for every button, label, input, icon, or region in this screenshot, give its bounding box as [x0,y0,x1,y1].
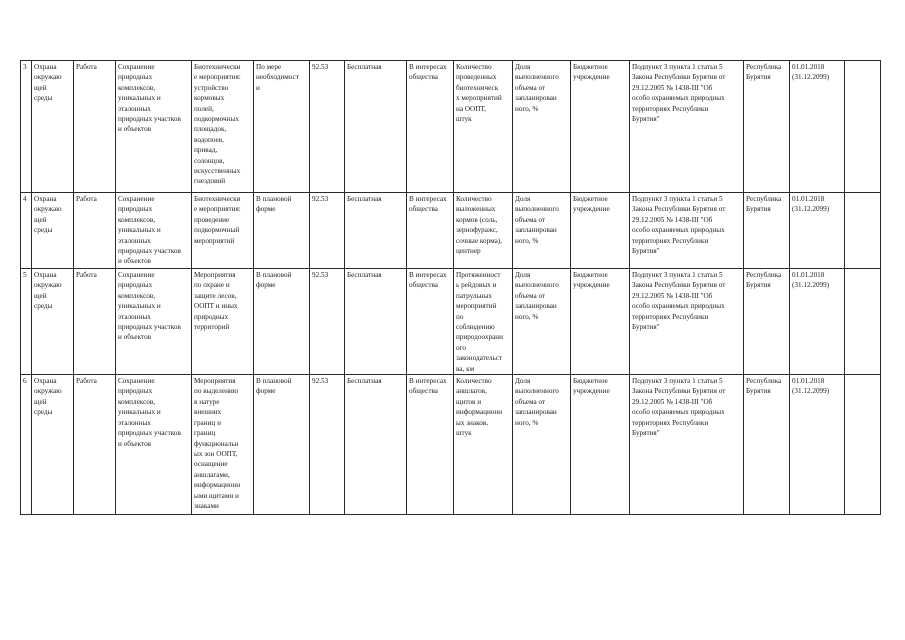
section-cell: Охрана окружаю щей среды [32,375,74,515]
table-row [21,61,881,193]
row-number: 4 [21,193,32,269]
consumers-cell: В интересах общества [407,269,454,375]
row-number: 5 [21,269,32,375]
dates-cell: 01.01.2018 (31.12.2099) [790,193,845,269]
region-cell: Республика Бурятия [744,375,790,515]
content-cell: Мероприятия по выделению в натуре внешних границ и границ функциональн ых зон ООПТ, оснащение аншлагами, информационн ыми щитами и знаками [192,375,254,515]
legal-basis-cell: Подпункт 3 пункта 1 статьи 5 Закона Республики Бурятия от 29.12.2005 № 1438-III "Об особо охраняемых природных территориях Республики Бурятия" [630,375,744,515]
extra-cell [845,375,881,515]
registry-table [20,60,881,515]
institution-cell: Бюджетное учреждение [571,193,630,269]
type-cell: Работа [74,269,116,375]
content-cell: Мероприятия по охране и защите лесов, ООПТ и иных природных территорий [192,269,254,375]
dates-cell: 01.01.2018 (31.12.2099) [790,61,845,193]
volume-indicator-cell: Количество аншлагов, щитов и информационн ых знаков, штук [454,375,513,515]
condition-cell: В плановой форме [254,375,310,515]
type-cell: Работа [74,193,116,269]
table-row [21,193,881,269]
institution-cell: Бюджетное учреждение [571,269,630,375]
legal-basis-cell: Подпункт 3 пункта 1 статьи 5 Закона Республики Бурятия от 29.12.2005 № 1438-III "Об особо охраняемых природных территориях Республики Бурятия" [630,61,744,193]
extra-cell [845,269,881,375]
name-cell: Сохранение природных комплексов, уникальных и эталонных природных участков и объектов [116,61,192,193]
content-cell: Биотехнически е мероприятия: устройство кормовых полей, подкормочных площадок, водопоев, привад, солонцов, искусственных гнездовий [192,61,254,193]
okved-cell: 92.53 [310,375,345,515]
quality-indicator-cell: Доля выполненного объема от запланирован ного, % [513,61,571,193]
row-number: 6 [21,375,32,515]
type-cell: Работа [74,375,116,515]
institution-cell: Бюджетное учреждение [571,61,630,193]
region-cell: Республика Бурятия [744,193,790,269]
consumers-cell: В интересах общества [407,193,454,269]
region-cell: Республика Бурятия [744,61,790,193]
payment-cell: Бесплатная [345,269,407,375]
okved-cell: 92.53 [310,269,345,375]
volume-indicator-cell: Количество проведенных биотехническ х мероприятий на ООПТ, штук [454,61,513,193]
legal-basis-cell: Подпункт 3 пункта 1 статьи 5 Закона Республики Бурятия от 29.12.2005 № 1438-III "Об особо охраняемых природных территориях Республики Бурятия" [630,193,744,269]
institution-cell: Бюджетное учреждение [571,375,630,515]
okved-cell: 92.53 [310,193,345,269]
dates-cell: 01.01.2018 (31.12.2099) [790,375,845,515]
quality-indicator-cell: Доля выполненного объема от запланирован ного, % [513,269,571,375]
consumers-cell: В интересах общества [407,61,454,193]
content-cell: Биотехнически е мероприятия: проведение подкормочный мероприятий [192,193,254,269]
region-cell: Республика Бурятия [744,269,790,375]
quality-indicator-cell: Доля выполненного объема от запланирован ного, % [513,375,571,515]
extra-cell [845,193,881,269]
name-cell: Сохранение природных комплексов, уникальных и эталонных природных участков и объектов [116,269,192,375]
volume-indicator-cell: Протяженност ь рейдовых и патрульных мероприятий по соблюдению природоохрани ого законодательст ва, км [454,269,513,375]
row-number: 3 [21,61,32,193]
condition-cell: В плановой форме [254,193,310,269]
quality-indicator-cell: Доля выполненного объема от запланирован ного, % [513,193,571,269]
volume-indicator-cell: Количество выложенных кормов (соль, зернофуражс, сочные корма), центнер [454,193,513,269]
extra-cell [845,61,881,193]
registry-body [21,61,881,515]
legal-basis-cell: Подпункт 3 пункта 1 статьи 5 Закона Республики Бурятия от 29.12.2005 № 1438-III "Об особо охраняемых природных территориях Республики Бурятия" [630,269,744,375]
condition-cell: В плановой форме [254,269,310,375]
section-cell: Охрана окружаю щей среды [32,269,74,375]
condition-cell: По мере необходимост и [254,61,310,193]
dates-cell: 01.01.2018 (31.12.2099) [790,269,845,375]
table-row [21,269,881,375]
payment-cell: Бесплатная [345,193,407,269]
section-cell: Охрана окружаю щей среды [32,61,74,193]
table-row [21,375,881,515]
okved-cell: 92.53 [310,61,345,193]
name-cell: Сохранение природных комплексов, уникальных и эталонных природных участков и объектов [116,193,192,269]
section-cell: Охрана окружаю щей среды [32,193,74,269]
payment-cell: Бесплатная [345,375,407,515]
consumers-cell: В интересах общества [407,375,454,515]
name-cell: Сохранение природных комплексов, уникальных и эталонных природных участков и объектов [116,375,192,515]
payment-cell: Бесплатная [345,61,407,193]
type-cell: Работа [74,61,116,193]
